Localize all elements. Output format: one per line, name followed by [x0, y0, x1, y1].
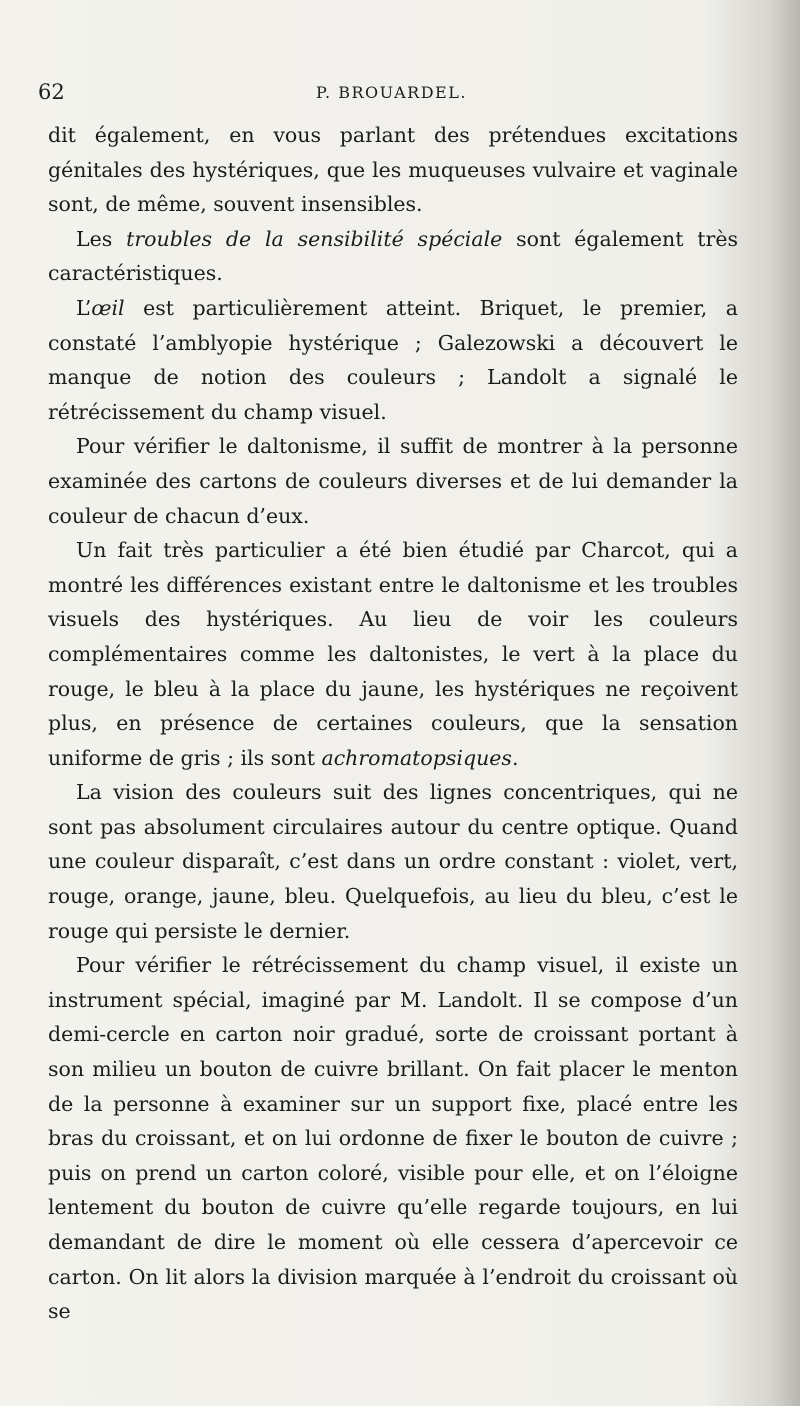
paragraph-6 [48, 775, 738, 948]
paragraph-3-italic: œil [91, 295, 125, 320]
paragraph-2-suffix: sont également très caractéristiques. [48, 226, 738, 286]
body-text [48, 118, 738, 1329]
page-header [38, 80, 738, 110]
paragraph-3-prefix: L’ [76, 295, 92, 320]
paragraph-1-text: dit également, en vous parlant des prétendues excitations génitales des hystériques, que les muqueuses vulvaire et vaginale sont, de même, souvent insensibles. [48, 123, 738, 217]
paragraph-5-italic: achromatopsiques [321, 745, 512, 770]
paragraph-7-text: Pour vérifier le rétrécissement du champ visuel, il existe un instrument spécial, imaginé par M. Landolt. Il se compose d’un demi-cercle en carton noir gradué, sorte de croissant portant à son milieu un bouton de cuivre brillant. On fait placer le menton de la personne à examiner sur un support fixe, placé entre les bras du croissant, et on lui ordonne de fixer le bouton de cuivre ; puis on prend un carton coloré, visible pour elle, et on l’éloigne lentement du bouton de cuivre qu’elle regarde toujours, en lui demandant de dire le moment où elle cessera d’apercevoir ce carton. On lit alors la division marquée à l’endroit du croissant où se [48, 953, 738, 1324]
paragraph-4-text: Pour vérifier le daltonisme, il suffit de montrer à la personne examinée des cartons de couleurs diverses et de lui demander la couleur de chacun d’eux. [48, 434, 738, 528]
paragraph-1 [48, 118, 738, 222]
paragraph-7 [48, 948, 738, 1329]
paragraph-5 [48, 533, 738, 775]
paragraph-4 [48, 429, 738, 533]
paragraph-5-suffix: . [511, 745, 519, 770]
paragraph-2-italic: troubles de la sensibilité spéciale [126, 226, 503, 251]
paragraph-5-prefix: Un fait très particulier a été bien étudié par Charcot, qui a montré les différences existant entre le daltonisme et les troubles visuels des hystériques. Au lieu de voir les couleurs complémentaires comme les daltonistes, le vert à la place du rouge, le bleu à la place du jaune, les hystériques ne reçoivent plus, en présence de certaines couleurs, que la sensation uniforme de gris ; ils sont [48, 538, 738, 770]
paragraph-2-prefix: Les [76, 226, 127, 251]
running-head: P. BROUARDEL. [316, 83, 467, 102]
paragraph-3 [48, 291, 738, 429]
paragraph-6-text: La vision des couleurs suit des lignes concentriques, qui ne sont pas absolument circulaires autour du centre optique. Quand une couleur disparaît, c’est dans un ordre constant : violet, vert, rouge, orange, jaune, bleu. Quelquefois, au lieu du bleu, c’est le rouge qui persiste le dernier. [48, 780, 738, 943]
paragraph-3-suffix: est particulièrement atteint. Briquet, le premier, a constaté l’amblyopie hystérique ; Galezowski a découvert le manque de notion des couleurs ; Landolt a signalé le rétrécissement du champ visuel. [48, 295, 738, 424]
page-number: 62 [38, 80, 65, 104]
paragraph-2 [48, 222, 738, 291]
